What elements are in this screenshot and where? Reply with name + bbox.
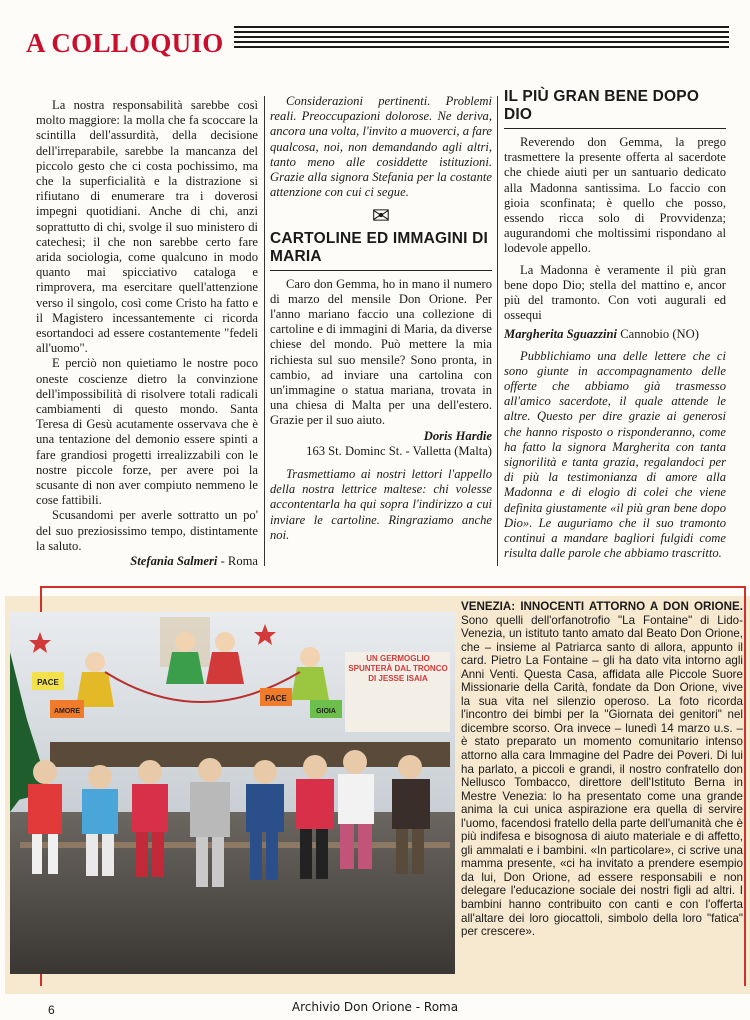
signature-name: Doris Hardie bbox=[423, 428, 492, 443]
archive-watermark: Archivio Don Orione - Roma bbox=[291, 1000, 459, 1014]
paragraph: Scusandomi per averle sottratto un po' del suo preziosissimo tempo, distintamente la saluto. bbox=[36, 508, 258, 553]
banner-gioia: GIOIA bbox=[316, 708, 336, 715]
section-title: A COLLOQUIO bbox=[26, 28, 224, 58]
letter-text: Reverendo don Gemma, la prego trasmettere la presente offerta al sacerdote che chiede aiuti per un santuario dedicato alla Madonna santissima. Lo faccio con gioia sconfinata; è quello che posso, essendo ricca solo di Provvidenza; augurandomi che moltissimi rispondano al lodevole appello. bbox=[504, 135, 726, 256]
banner-pace: PACE bbox=[37, 678, 59, 687]
photo-caption bbox=[461, 600, 743, 939]
letter-text: Caro don Gemma, ho in mano il numero di marzo del mensile Don Orione. Per l'anno mariano faccio una collezione di cartoline e di immagini di Maria, da diverse chiese del mondo. Può mettere la mia richiesta sul suo mensile? Sono pronta, in cambio, ad inviare una cartolina con un'immagine o statua mariana, trovata in una chiesa di Malta per una dell'estero. Grazie per il suo aiuto. bbox=[270, 276, 492, 428]
letter-column-3 bbox=[504, 88, 726, 561]
signature bbox=[36, 554, 258, 569]
paragraph: E perciò non quietiamo le nostre poco oneste coscienze dietro la convinzione dell'impossibilità di risolvere totali radicali cambiamenti di questo mondo. Santa Teresa di Gesù acutamente osservava che è una tentazione del demonio essere spinti a fare grandiosi progetti irrealizzabili con le nostre piccole forze, per avere poi la scusante di non aver compiuto nemmeno le cose fattibili. bbox=[36, 356, 258, 508]
children-photo bbox=[10, 612, 455, 974]
editorial-reply: Considerazioni pertinenti. Problemi reali. Preoccupazioni dolorose. Ne deriva, ancora una volta, l'invito a muoverci, a fare qualcosa, noi, non demandando agli altri, tanto meno alle cosiddette istituzioni. Grazie alla signora Stefania per la costante attenzione con cui ci segue. bbox=[270, 94, 492, 200]
page-header bbox=[22, 14, 727, 60]
caption-body: Sono quelli dell'orfanotrofio "La Fontaine" di Lido-Venezia, un istituto tanto amato dal Beato Don Orione, che – insieme al Patriarca santo di allora, appunto il card. Pietro La Fontaine – gli ha dato vita intorno agli Anni Venti. Questa Casa, affidata alle Piccole Suore Missionarie della Carità, fondate da Don Orione, vive la sua vita nel silenzio operoso. La foto ricorda l'incontro dei bimbi per la "Giornata dei genitori" nel dicembre scorso. Ora invece – lunedì 14 marzo u.s. – è stato preparato un momento comunitario intenso attorno alla cara Immagine del Padre dei Poveri. Di lui ha parlato, a piccoli e grandi, il nostro confratello don Nellusco Tombacco, direttore dell'Istituto Berna in Mestre Venezia: lo ha presentato come una grande anima la cui unica aspirazione era quella di servire l'uomo, facendosi fratello della parte dell'umanità che è più indifesa e bisognosa di aiuto materiale e di affetto, gli ammalati e i bambini. «In particolare», ci scrive una mamma presente, «ci ha invitato a prendere esempio da lui, Don Orione, ad essere responsabili e non delegare l'educazione sociale dei nostri figli ad altri. I bambini hanno contribuito con canti e con l'offerta all'altare dei loro giocattoli, simbolo della loro "fatica" per crescere». bbox=[461, 613, 743, 939]
signature-place: - Roma bbox=[217, 554, 258, 569]
article-heading: CARTOLINE ED IMMAGINI DI MARIA bbox=[270, 230, 492, 271]
editorial-reply: Pubblichiamo una delle lettere che ci sono giunte in accompagnamento delle offerte che abbiamo già trasmesso all'amico sacerdote, il quale attende le altre. Questo per dire grazie ai generosi che hanno risposto o risponderanno, come ha fatto la signora Margherita con tanta signorilità e tanta grazia, regalandoci per di più la testimonianza di amore alla Madonna e di elogio di colei che viene definita giustamente «il più gran bene dopo Dio». Le auguriamo che il suo tramonto continui a mandare bagliori fulgidi come risulta dalle parole che abbiamo trascritto. bbox=[504, 348, 726, 561]
header-rules bbox=[234, 26, 729, 51]
letter-column-2 bbox=[270, 94, 492, 543]
letter-text: La Madonna è veramente il più gran bene dopo Dio; stella del mattino e, ancor più del tramonto. Con voti augurali ed ossequi bbox=[504, 262, 726, 323]
caption-lead: VENEZIA: INNOCENTI ATTORNO A DON ORIONE. bbox=[461, 600, 743, 613]
paragraph: La nostra responsabilità sarebbe così molto maggiore: la molla che fa scoccare la scintilla dell'assurdità, della decisione dell'irreparabile, sarebbe la mancanza del piccolo gesto che ci costa pochissimo, ma che la superficialità e la distrazione si rifiutano di enumerare tra i doverosi impegni quotidiani. Anche di chi, anzi soprattutto di chi, svolge il suo ministero di catechesi; il che non sarebbe certo fare arida sociologia, come qualcuno in modo quanto mai spicciativo cataloga e rimprovera, ma esercitare quell'attenzione verso il singolo, così come Cristo ha fatto e il Magistero incessantemente ci ricorda esortandoci ad essere costantemente "fedeli all'uomo". bbox=[36, 98, 258, 356]
letter-column-1 bbox=[36, 98, 258, 569]
wall-poster-text: UN GERMOGLIO SPUNTERÀ DAL TRONCO DI JESSE ISAIA bbox=[348, 654, 448, 683]
signature-address: 163 St. Dominc St. - Valletta (Malta) bbox=[306, 443, 492, 458]
column-divider bbox=[497, 96, 498, 566]
signature-place: Cannobio (NO) bbox=[620, 327, 699, 342]
banner-amore: AMORE bbox=[53, 708, 81, 715]
page-number: 6 bbox=[48, 1003, 55, 1017]
banner-pace-right: PACE bbox=[265, 694, 287, 703]
article-heading: IL PIÙ GRAN BENE DOPO DIO bbox=[504, 88, 726, 129]
signature-name: Margherita Sguazzini bbox=[504, 327, 618, 342]
column-divider bbox=[264, 96, 265, 566]
envelope-icon: ✉ bbox=[371, 203, 391, 229]
editorial-reply: Trasmettiamo ai nostri lettori l'appello della nostra lettrice maltese: chi volesse accontentarla ha qui sopra l'indirizzo a cui inviare le cartoline. Ringraziamo anche noi. bbox=[270, 467, 492, 542]
signature-name: Stefania Salmeri bbox=[130, 554, 218, 569]
